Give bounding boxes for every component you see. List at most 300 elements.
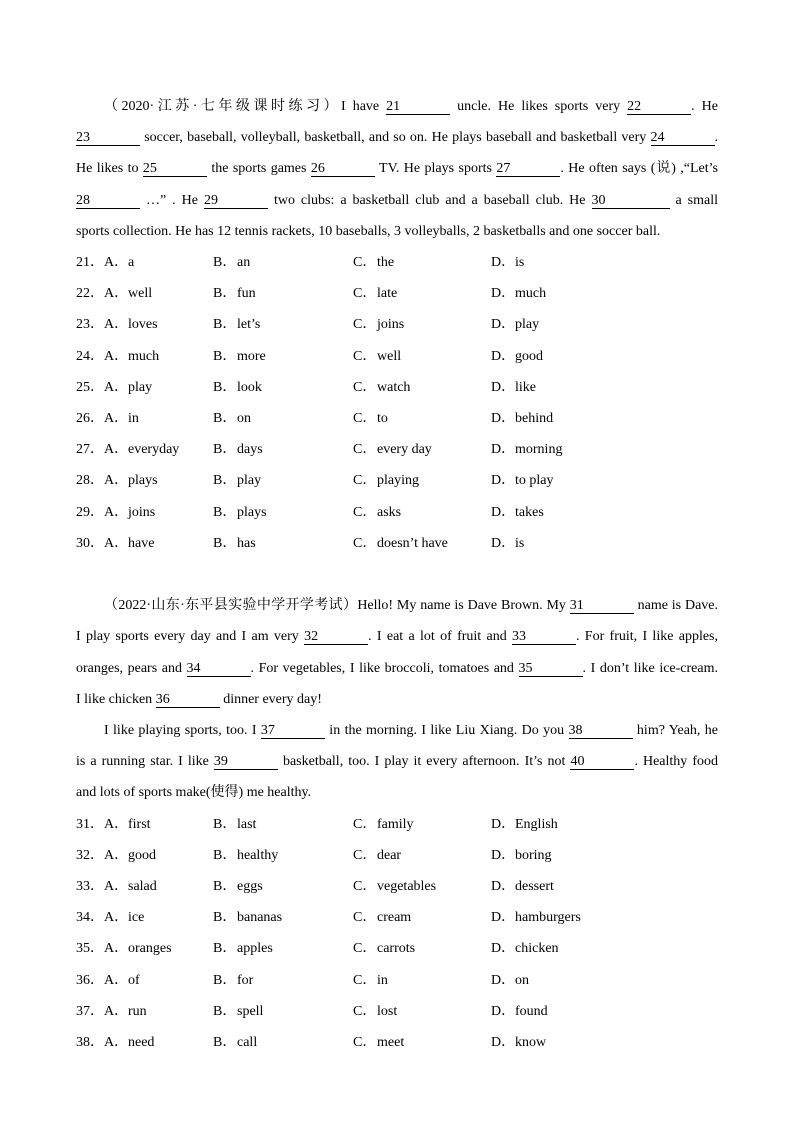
option-label: C． [353,910,377,926]
passage-text: . I eat a lot of fruit and [368,629,512,645]
answer-blank-24: 24 [651,130,715,146]
passage-source: （2020·江苏·七年级课时练习） [104,99,342,114]
option-b [213,372,353,403]
option-label: B． [213,379,237,395]
option-b [213,403,353,434]
option-text: hamburgers [515,910,581,926]
option-text: on [515,972,529,988]
option-label: B． [213,816,237,832]
question-number: 34． [76,910,104,926]
passage-text: sports collection. He has 12 tennis rackets, 10 baseballs, 3 volleyballs, 2 basketballs and one soccer ball. [76,223,661,239]
document-content [76,91,718,1058]
option-a [104,309,213,340]
passage-text: I play sports every day and I am very [76,629,305,645]
passage-text: oranges, pears and [76,660,187,676]
option-label: B． [213,910,237,926]
option-label: A． [104,317,129,333]
option-b [213,497,353,528]
passage-source: （2022·山东·东平县实验中学开学考试） [104,598,358,614]
passage-text: in the morning. I like Liu Xiang. Do you [324,723,569,739]
passage-text: . [714,130,718,146]
option-c [353,309,491,340]
option-text: behind [515,411,554,427]
option-c [353,902,491,933]
question-number: 24． [76,348,104,364]
option-label: C． [353,286,377,302]
option-label: B． [213,941,237,957]
option-b [213,434,353,465]
option-b [213,809,353,840]
option-label: C． [353,847,377,863]
option-label: B． [213,972,237,988]
question-number: 30． [76,535,104,551]
option-label: B． [213,317,237,333]
question-number: 29． [76,504,104,520]
option-b [213,996,353,1027]
answer-blank-26: 26 [311,161,375,177]
paragraph-1 [76,590,718,715]
option-d [491,497,718,528]
option-text: plays [128,473,158,489]
option-b [213,902,353,933]
option-a [104,902,213,933]
option-text: look [237,379,262,395]
question-row [76,902,718,933]
option-d [491,403,718,434]
passage-text: He likes to [76,161,143,177]
option-a [104,247,213,278]
option-c [353,528,491,559]
answer-blank-32: 32 [304,629,368,645]
option-label: C． [353,348,377,364]
option-label: D． [491,286,516,302]
option-label: A． [104,847,129,863]
option-a [104,871,213,902]
option-a [104,278,213,309]
question-number: 38． [76,1035,104,1051]
question-number: 23． [76,317,104,333]
option-text: eggs [237,879,263,895]
option-label: C． [353,1003,377,1019]
option-c [353,497,491,528]
question-number: 26． [76,411,104,427]
option-d [491,902,718,933]
option-label: A． [104,879,129,895]
question-row [76,1027,718,1058]
option-c [353,403,491,434]
passage-text: a small [669,192,719,208]
option-d [491,465,718,496]
option-text: in [377,972,388,988]
option-label: A． [104,473,129,489]
option-label: B． [213,442,237,458]
question-row [76,871,718,902]
option-label: D． [491,348,516,364]
question-row [76,840,718,871]
option-label: D． [491,317,516,333]
question-row [76,403,718,434]
option-d [491,528,718,559]
option-text: salad [128,879,157,895]
option-text: watch [377,379,411,395]
answer-blank-38: 38 [569,723,633,739]
question-row [76,434,718,465]
question-row [76,528,718,559]
option-text: much [515,286,547,302]
option-text: well [128,286,153,302]
option-text: vegetables [377,879,437,895]
option-text: doesn’t have [377,535,448,551]
answer-blank-31: 31 [570,598,634,614]
option-label: A． [104,535,129,551]
passage-line [76,153,718,184]
option-label: D． [491,411,516,427]
option-text: call [237,1035,258,1051]
option-text: chicken [515,941,559,957]
option-label: D． [491,255,516,271]
option-d [491,840,718,871]
paragraph-1 [76,91,718,247]
passage-text: I like playing sports, too. I [104,723,261,739]
option-label: B． [213,255,237,271]
passage-text: two clubs: a basketball club and a baseball club. He [267,192,592,208]
option-b [213,309,353,340]
answer-blank-33: 33 [512,629,576,645]
option-label: D． [491,1003,516,1019]
option-label: B． [213,847,237,863]
question-number: 25． [76,379,104,395]
option-text: need [128,1035,155,1051]
option-label: D． [491,879,516,895]
passage-text: basketball, too. I play it every afternoon. It’s not [277,754,571,770]
answer-blank-35: 35 [519,661,583,677]
option-label: D． [491,535,516,551]
option-c [353,465,491,496]
option-label: C． [353,941,377,957]
question-number: 37． [76,1003,104,1019]
option-a [104,341,213,372]
option-a [104,497,213,528]
passage-line [76,684,718,715]
passage-text: the sports games [206,161,311,177]
option-text: spell [237,1003,264,1019]
answer-blank-28: 28 [76,193,140,209]
question-number: 35． [76,941,104,957]
option-text: an [237,255,251,271]
option-a [104,933,213,964]
option-text: play [128,379,153,395]
option-text: every day [377,442,432,458]
option-text: joins [377,317,405,333]
option-d [491,933,718,964]
option-b [213,840,353,871]
option-label: B． [213,1003,237,1019]
option-text: of [128,972,140,988]
question-row [76,965,718,996]
option-label: A． [104,1035,129,1051]
option-d [491,372,718,403]
passage-text: I have [341,99,387,114]
option-b [213,933,353,964]
option-d [491,247,718,278]
passage-line [76,746,718,777]
passage-text: name is Dave. [633,598,718,614]
option-label: C． [353,535,377,551]
option-text: good [515,348,543,364]
answer-blank-36: 36 [156,692,220,708]
option-a [104,434,213,465]
question-number: 22． [76,286,104,302]
option-text: much [128,348,160,364]
option-text: know [515,1035,547,1051]
question-number: 36． [76,972,104,988]
question-number: 33． [76,879,104,895]
option-a [104,840,213,871]
option-label: C． [353,473,377,489]
option-label: D． [491,941,516,957]
option-text: first [128,816,151,832]
option-label: A． [104,286,129,302]
option-text: has [237,535,256,551]
option-text: healthy [237,847,279,863]
option-d [491,309,718,340]
passage-text: soccer, baseball, volleyball, basketball, and so on. He plays baseball and basketball very [140,130,651,146]
option-label: D． [491,379,516,395]
option-label: C． [353,1035,377,1051]
option-label: B． [213,504,237,520]
option-label: B． [213,348,237,364]
option-text: play [515,317,540,333]
answer-blank-34: 34 [187,661,251,677]
option-label: B． [213,286,237,302]
option-d [491,341,718,372]
option-label: D． [491,816,516,832]
option-text: run [128,1003,147,1019]
option-c [353,809,491,840]
question-row [76,996,718,1027]
option-c [353,996,491,1027]
option-label: B． [213,535,237,551]
option-text: the [377,255,395,271]
question-number: 32． [76,847,104,863]
question-row [76,465,718,496]
option-c [353,871,491,902]
answer-blank-23: 23 [76,130,140,146]
option-b [213,965,353,996]
passage-line [76,185,718,216]
passage-text: I like chicken [76,691,156,707]
question-row [76,278,718,309]
option-label: C． [353,379,377,395]
option-label: A． [104,1003,129,1019]
option-a [104,403,213,434]
passage-line [76,653,718,684]
option-text: ice [128,910,145,926]
passage-line [76,91,718,122]
passage-line [76,122,718,153]
option-label: D． [491,910,516,926]
option-d [491,278,718,309]
option-label: D． [491,1035,516,1051]
question-row [76,309,718,340]
answer-blank-30: 30 [592,193,670,209]
option-a [104,996,213,1027]
option-label: A． [104,972,129,988]
passage-text: TV. He plays sports [374,161,497,177]
passage-text: him? Yeah, he [632,723,719,739]
option-text: let’s [237,317,261,333]
answer-blank-29: 29 [204,193,268,209]
passage-2 [76,590,718,1058]
option-b [213,528,353,559]
option-label: D． [491,847,516,863]
option-c [353,1027,491,1058]
paragraph-2 [76,715,718,809]
answer-blank-37: 37 [261,723,325,739]
option-label: A． [104,442,129,458]
option-text: late [377,286,398,302]
option-c [353,434,491,465]
option-label: C． [353,504,377,520]
option-text: joins [128,504,156,520]
option-text: meet [377,1035,405,1051]
option-d [491,871,718,902]
option-text: play [237,473,262,489]
option-c [353,247,491,278]
question-row [76,497,718,528]
answer-blank-25: 25 [143,161,207,177]
question-number: 31． [76,816,104,832]
passage-line [76,621,718,652]
option-d [491,996,718,1027]
option-label: D． [491,972,516,988]
option-label: B． [213,879,237,895]
option-a [104,809,213,840]
option-label: C． [353,317,377,333]
option-text: a [128,255,135,271]
option-text: English [515,816,558,832]
option-c [353,965,491,996]
option-text: is [515,255,525,271]
answer-blank-39: 39 [214,754,278,770]
option-text: bananas [237,910,283,926]
option-text: apples [237,941,273,957]
option-label: C． [353,816,377,832]
option-text: carrots [377,941,416,957]
option-b [213,1027,353,1058]
option-text: takes [515,504,544,520]
option-text: more [237,348,266,364]
option-label: A． [104,348,129,364]
question-row [76,341,718,372]
option-d [491,965,718,996]
option-text: for [237,972,254,988]
passage-line [76,590,718,621]
option-label: D． [491,473,516,489]
question-number: 27． [76,442,104,458]
option-text: to play [515,473,554,489]
option-b [213,278,353,309]
option-text: to [377,411,388,427]
passage-line [76,715,718,746]
question-list [76,247,718,559]
option-text: days [237,442,263,458]
passage-text: is a running star. I like [76,754,214,770]
option-label: A． [104,816,129,832]
answer-blank-21: 21 [386,99,450,115]
option-text: boring [515,847,552,863]
option-text: on [237,411,251,427]
passage-text: and lots of sports make(使得) me healthy. [76,785,312,801]
option-label: A． [104,504,129,520]
option-text: have [128,535,155,551]
option-text: asks [377,504,402,520]
option-text: cream [377,910,412,926]
option-label: B． [213,411,237,427]
option-label: D． [491,442,516,458]
option-text: oranges [128,941,172,957]
option-text: well [377,348,402,364]
option-text: dessert [515,879,554,895]
answer-blank-22: 22 [627,99,691,115]
option-text: lost [377,1003,398,1019]
option-c [353,372,491,403]
option-text: morning [515,442,563,458]
question-row [76,247,718,278]
option-text: in [128,411,139,427]
option-label: C． [353,442,377,458]
option-a [104,1027,213,1058]
option-label: B． [213,473,237,489]
option-a [104,372,213,403]
question-number: 21． [76,255,104,271]
passage-text: . He often says (说) ,“Let’s [560,161,718,177]
passage-line [76,777,718,808]
passage-line [76,216,718,247]
option-label: D． [491,504,516,520]
option-d [491,809,718,840]
option-text: last [237,816,257,832]
option-b [213,871,353,902]
passage-text: dinner every day! [219,691,322,707]
option-label: A． [104,910,129,926]
question-row [76,809,718,840]
passage-text: . For vegetables, I like broccoli, tomatoes and [250,660,519,676]
passage-text: . Healthy food [634,754,718,770]
option-text: playing [377,473,419,489]
option-label: C． [353,411,377,427]
option-text: plays [237,504,267,520]
option-text: dear [377,847,402,863]
option-b [213,341,353,372]
option-c [353,933,491,964]
option-a [104,965,213,996]
option-a [104,528,213,559]
option-b [213,465,353,496]
option-label: B． [213,1035,237,1051]
option-c [353,341,491,372]
option-text: everyday [128,442,180,458]
question-list [76,809,718,1059]
passage-text: . He [691,99,718,114]
option-d [491,434,718,465]
passage-text: …” . He [140,192,204,208]
option-c [353,840,491,871]
option-label: A． [104,379,129,395]
option-label: A． [104,255,129,271]
passage-1 [76,91,718,559]
option-label: A． [104,941,129,957]
